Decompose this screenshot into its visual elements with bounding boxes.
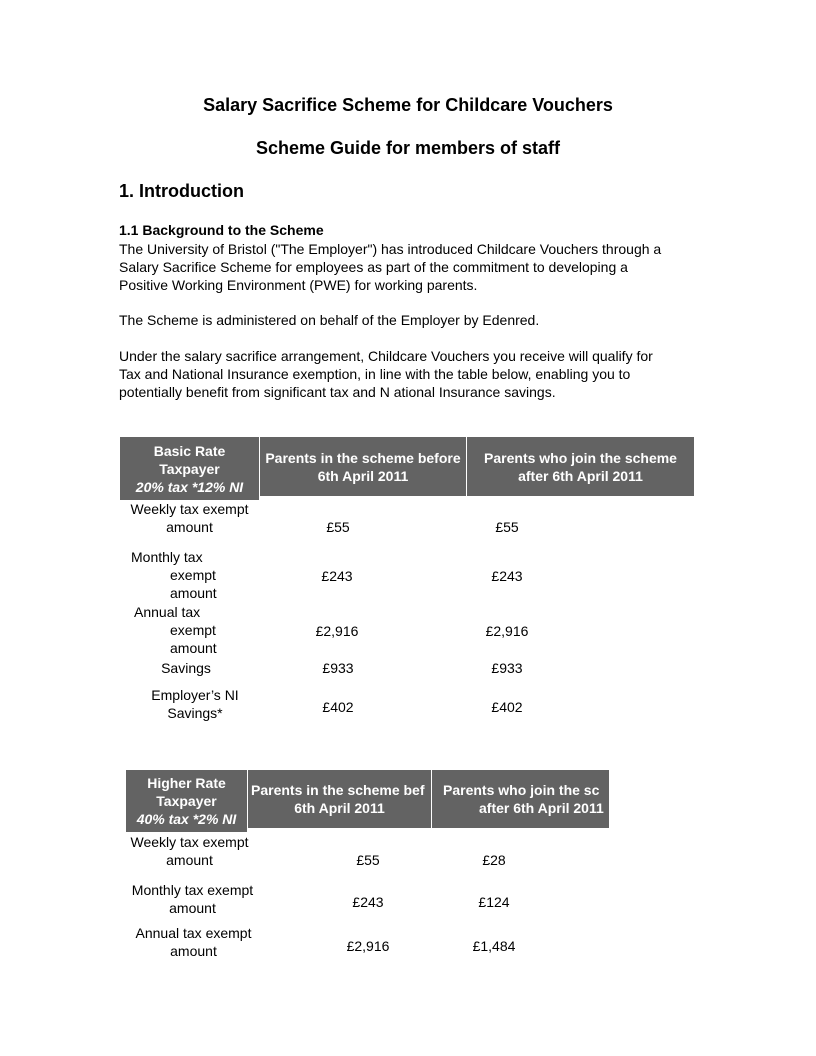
table-row-label (120, 924, 267, 960)
table-cell-after: £55 (495, 519, 519, 535)
paragraph-line: Positive Working Environment (PWE) for working parents. (119, 277, 478, 293)
paragraph-line: Under the salary sacrifice arrangement, Childcare Vouchers you receive will qualify for (119, 348, 653, 364)
header-rates: 20% tax *12% NI (135, 478, 244, 495)
table-cell-before: £243 (352, 894, 384, 910)
intro-paragraph (119, 240, 709, 294)
header-text: Basic Rate (153, 442, 226, 459)
table-cell-after: £124 (478, 894, 510, 910)
label-line: Employer’s NI (151, 687, 239, 703)
table-cell-before: £243 (321, 568, 353, 584)
label-line: amount (166, 519, 213, 535)
header-rates: 40% tax *2% NI (136, 811, 237, 827)
table-cell-after: £2,916 (485, 623, 529, 639)
table-cell-before: £2,916 (346, 938, 390, 954)
label-line: Savings* (167, 705, 223, 721)
label-line: amount (170, 943, 217, 959)
table-row-label (120, 500, 259, 536)
exemption-paragraph (119, 347, 709, 401)
table-cell-after: £402 (491, 699, 523, 715)
label-line: amount (170, 585, 217, 601)
table-cell-after: £28 (482, 852, 506, 868)
label-line: amount (170, 640, 217, 656)
header-text: 6th April 2011 (317, 467, 409, 484)
header-text: after 6th April 2011 (518, 467, 643, 484)
label-line: amount (166, 852, 213, 868)
label-line: Annual tax exempt (135, 925, 252, 941)
header-text: Parents in the scheme bef (251, 782, 425, 798)
header-text: Parents who join the sc (443, 782, 600, 798)
label-line: Annual tax (134, 604, 201, 620)
table-cell-before: £933 (322, 660, 354, 676)
table-cell-before: £55 (356, 852, 380, 868)
header-text: Higher Rate (147, 775, 226, 791)
table-cell-before: £2,916 (315, 623, 359, 639)
label-line: Savings (161, 660, 211, 676)
header-text: Taxpayer (156, 793, 217, 809)
label-line: exempt (170, 622, 216, 638)
header-text: Parents in the scheme before (265, 449, 461, 466)
table-cell-before: £402 (322, 699, 354, 715)
paragraph-line: The University of Bristol ("The Employer") has introduced Childcare Vouchers through a (119, 241, 662, 257)
table-cell-after: £933 (491, 660, 523, 676)
paragraph-line: Salary Sacrifice Scheme for employees as part of the commitment to developing a (119, 259, 628, 275)
table1-header-taxpayer (120, 437, 259, 500)
table-row-label (135, 686, 255, 722)
table-row-label (146, 659, 226, 677)
table-row-label (120, 833, 259, 869)
table1-header-after (466, 437, 694, 496)
header-text: after 6th April 2011 (479, 800, 604, 816)
table-row-label (134, 603, 254, 657)
document-title: Salary Sacrifice Scheme for Childcare Vouchers (203, 95, 613, 115)
label-line: exempt (170, 567, 216, 583)
table2-header-after (431, 770, 609, 828)
label-line: Weekly tax exempt (130, 501, 249, 517)
table2-header-taxpayer (126, 770, 247, 832)
subsection-heading: 1.1 Background to the Scheme (119, 222, 324, 238)
table-cell-after: £1,484 (472, 938, 516, 954)
table-row-label (131, 548, 251, 602)
header-text: 6th April 2011 (294, 800, 385, 816)
paragraph-line: Tax and National Insurance exemption, in line with the table below, enabling you to (119, 366, 631, 382)
section-heading: 1. Introduction (119, 181, 244, 201)
administrator-paragraph: The Scheme is administered on behalf of the Employer by Edenred. (119, 312, 540, 328)
table1-header-before (259, 437, 466, 496)
table-cell-after: £243 (491, 568, 523, 584)
table2-header-before (247, 770, 431, 828)
paragraph-line: potentially benefit from significant tax and N ational Insurance savings. (119, 384, 556, 400)
label-line: Weekly tax exempt (130, 834, 249, 850)
document-subtitle: Scheme Guide for members of staff (255, 138, 561, 158)
label-line: Monthly tax (131, 549, 203, 565)
label-line: Monthly tax exempt (131, 882, 254, 898)
header-text: Taxpayer (159, 460, 220, 477)
header-text: Parents who join the scheme (484, 449, 677, 466)
table-row-label (120, 881, 265, 917)
table-cell-before: £55 (326, 519, 350, 535)
label-line: amount (169, 900, 216, 916)
